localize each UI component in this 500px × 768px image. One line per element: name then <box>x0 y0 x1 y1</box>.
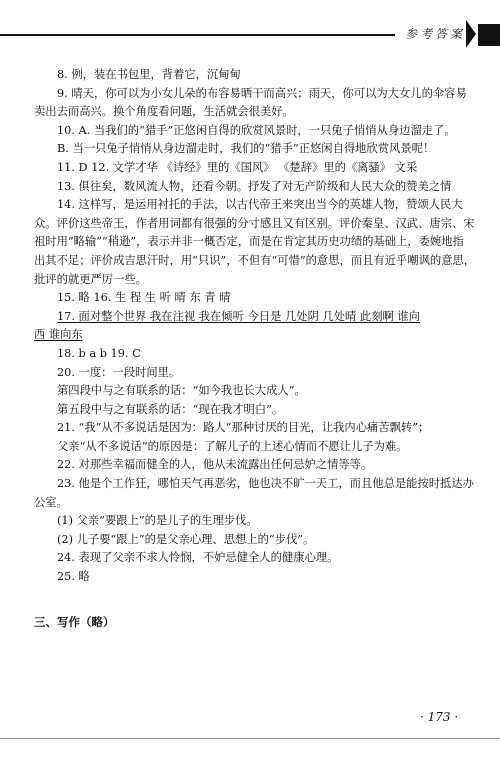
answer-body <box>34 66 476 631</box>
section-spacer <box>34 587 472 613</box>
section-title: 三、写作（略） <box>34 614 115 629</box>
answer-line-10b: B. 当一只兔子悄悄从身边溜走时，我们的“猎手”正悠闲自得地欣赏风景呢！ <box>57 142 435 156</box>
header-rule <box>0 34 395 36</box>
answer-line-23b: 公室。 <box>34 495 68 509</box>
answer-line-9b: 卖出去而高兴。换个角度看问题，生活就会很美好。 <box>34 105 294 119</box>
page-number: · 173 · <box>420 710 459 724</box>
answer-line-14c: 祖时用“略输”“稍逊”，表示并非一概否定，而是在肯定其历史功绩的基础上，委婉地指 <box>34 235 464 249</box>
answer-line-11: 11. D 12. 文学才华 《诗经》里的《国风》 《楚辞》里的《离骚》 文采 <box>57 160 418 174</box>
answer-line-13: 13. 俱往矣，数风流人物，还看今朝。抒发了对无产阶级和人民大众的赞美之情 <box>57 179 452 193</box>
answer-line-10a: 10. A. 当我们的“猎手”正悠闲自得的欣赏风景时，一只兔子悄悄从身边溜走了。 <box>57 123 456 137</box>
answer-line-14a: 14. 这样写，是运用衬托的手法，以古代帝王来突出当今的英雄人物，赞颂人民大 <box>57 198 463 212</box>
answer-line-21b: 父亲“从不多说话”的原因是：了解儿子的上述心情而不愿让儿子为难。 <box>57 439 408 453</box>
header-block-decoration <box>478 24 500 46</box>
answer-line-25: 25. 略 <box>57 570 90 584</box>
footer-rule <box>0 738 500 739</box>
answer-line-24: 24. 表现了父亲不求人怜悯，不妒忌健全人的健康心理。 <box>57 551 339 565</box>
answer-line-14b: 众。评价这些帝王，作者用词都有很强的分寸感且又有区别。评价秦皇、汉武、唐宗、宋 <box>34 216 475 230</box>
header-wedge-decoration <box>466 20 476 48</box>
answer-line-20c: 第五段中与之有联系的话：“现在我才明白”。 <box>57 402 284 416</box>
answer-line-8: 8. 例，装在书包里，背着它，沉甸甸 <box>57 68 241 81</box>
header-title: 参考答案 <box>405 27 466 41</box>
answer-line-23-2: (2) 儿子要“跟上”的是父亲心理、思想上的“步伐”。 <box>57 532 315 546</box>
answer-line-14e: 批评的就更严厉一些。 <box>34 272 147 286</box>
answer-line-22: 22. 对那些幸福而健全的人，他从未流露出任何忌妒之情等等。 <box>57 458 373 472</box>
answer-line-21a: 21. “我”从不多说话是因为：路人“那种讨厌的目光，让我内心痛苦飘转”； <box>57 421 430 435</box>
answer-line-23-1: (1) 父亲“要跟上”的是儿子的生理步伐。 <box>57 514 258 528</box>
answer-line-18: 18. b a b 19. C <box>57 346 141 360</box>
answer-line-20a: 20. 一度：一段时间里。 <box>57 365 181 379</box>
answer-line-17b: 西 谁向东 <box>34 328 83 342</box>
answer-line-15: 15. 略 16. 生 程 生 听 晴 东 青 晴 <box>57 291 231 305</box>
answer-line-20b: 第四段中与之有联系的话：“如今我也长大成人”。 <box>57 384 306 398</box>
answer-line-17a: 17. 面对整个世界 我在注视 我在倾听 今日是 几处阴 几处晴 此刻啊 谁向 <box>57 309 421 323</box>
answer-line-23a: 23. 他是个工作狂，哪怕天气再恶劣，他也决不旷一天工，而且他总是能按时抵达办 <box>57 477 474 491</box>
answer-line-9a: 9. 晴天，你可以为小女儿朵的布容易晒干而高兴；雨天，你可以为大女儿的伞容易 <box>57 86 467 100</box>
answer-line-14d: 出其不足；评价成吉思汗时，用“只识”，不但有“可惜”的意思，而且有近乎嘲讽的意思， <box>34 253 476 267</box>
